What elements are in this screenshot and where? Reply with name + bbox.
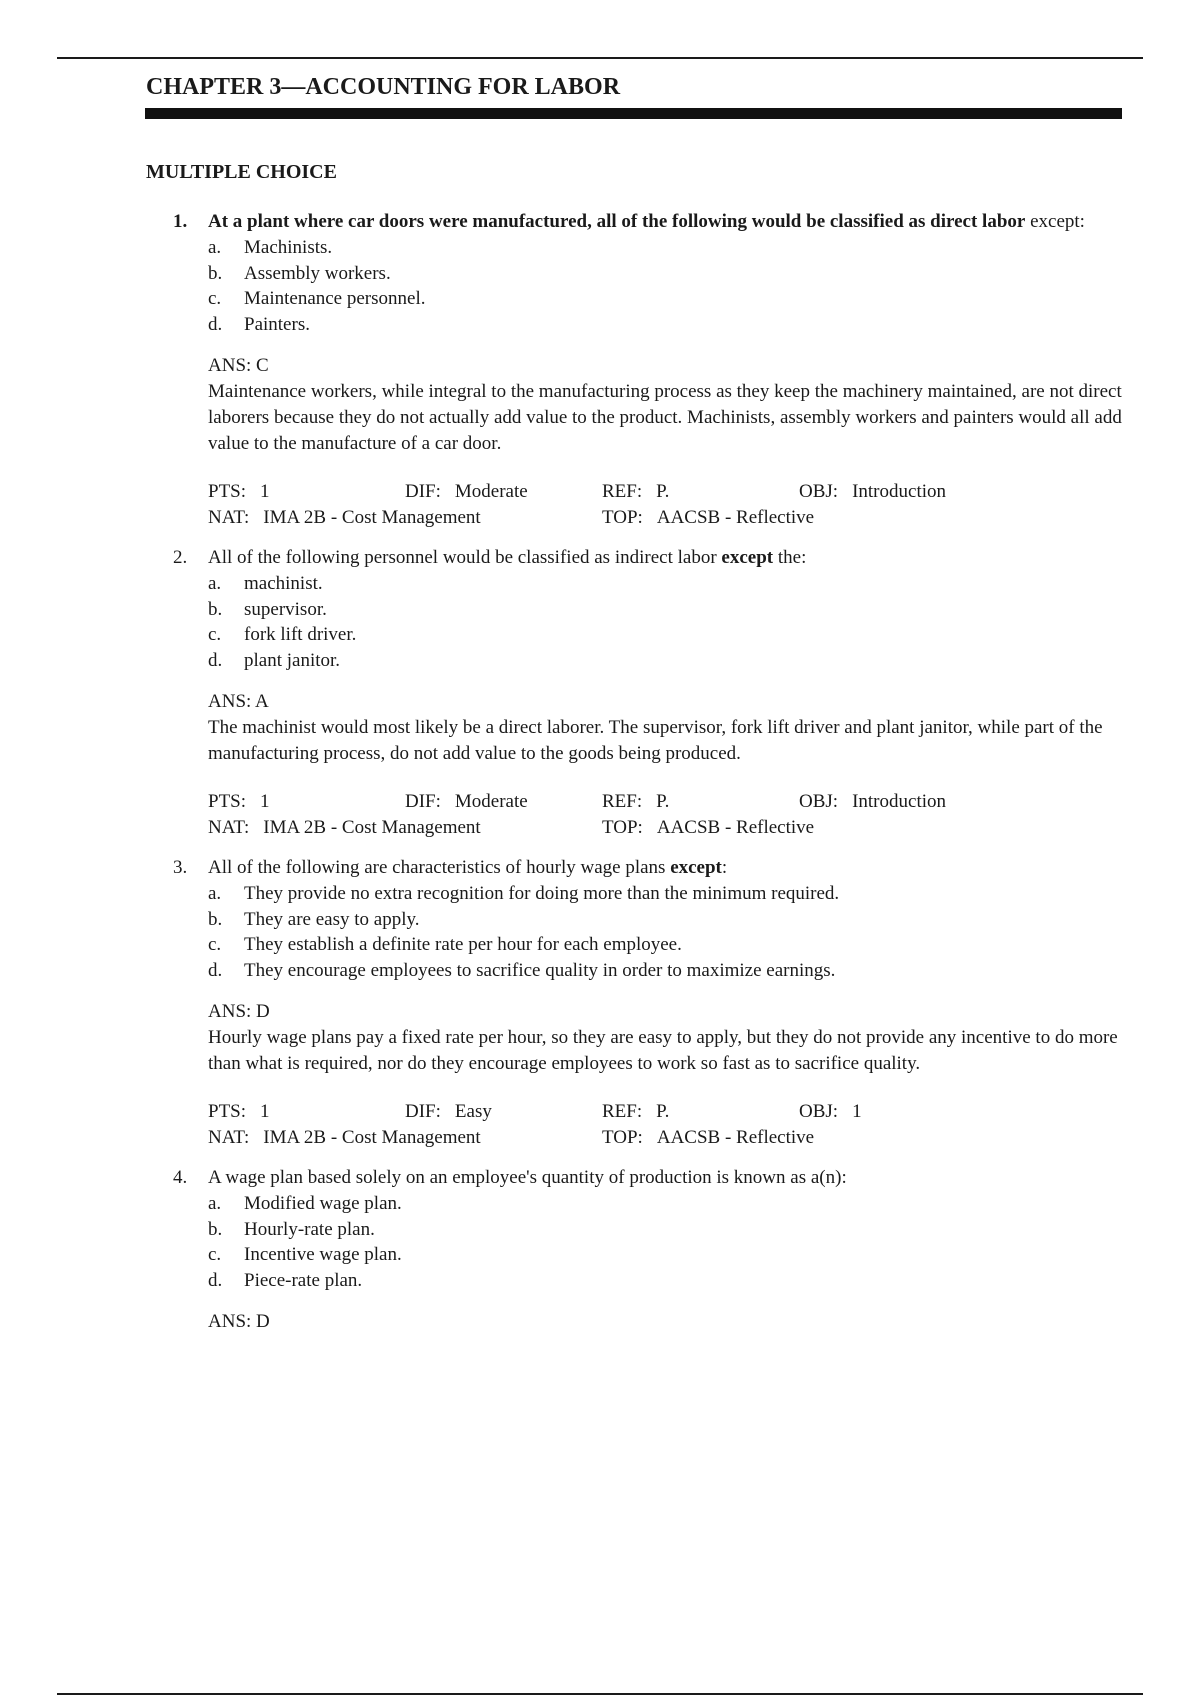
answer-explanation: The machinist would most likely be a direct laborer. The supervisor, fork lift driver and plant janitor, while part of the manufacturing process, do not add value to the goods being produced. [208, 717, 1103, 764]
meta-ref [602, 1099, 799, 1125]
answer-options [208, 881, 1126, 983]
question-number: 3. [173, 857, 188, 878]
answer-options [208, 571, 1126, 673]
question-text [208, 209, 1126, 235]
meta-value: Introduction [852, 791, 947, 812]
bottom-rule [57, 1693, 1143, 1695]
option-text: Machinists. [244, 237, 333, 258]
meta-label: OBJ: [799, 1101, 839, 1122]
meta-top [602, 505, 1079, 531]
option-letter: a. [208, 1193, 222, 1214]
option-d [208, 958, 1126, 984]
question-text-pre: All of the following personnel would be classified as indirect labor [208, 547, 722, 568]
meta-value: P. [656, 1101, 670, 1122]
question-text [208, 545, 1126, 571]
option-a [208, 571, 1126, 597]
option-letter: d. [208, 649, 223, 671]
option-d [208, 1268, 1126, 1294]
option-b [208, 1217, 1126, 1243]
option-text: plant janitor. [244, 649, 341, 671]
meta-nat [208, 505, 602, 531]
meta-label: DIF: [405, 1101, 441, 1122]
answer-options [208, 1191, 1126, 1293]
option-letter: d. [208, 1269, 223, 1291]
option-b [208, 597, 1126, 623]
option-letter: d. [208, 959, 223, 981]
answer-explanation: Maintenance workers, while integral to the manufacturing process as they keep the machinery maintained, are not direct laborers because they do not actually add value to the product. Machinists, assembly workers and painters would all add value to the manufacture of a car door. [208, 381, 1122, 454]
meta-dif [405, 479, 602, 505]
question-text-bold: At a plant where car doors were manufactured, all of the following would be classified as direct labor [208, 211, 1026, 232]
option-letter: c. [208, 934, 222, 955]
meta-nat [208, 815, 602, 841]
meta-value: IMA 2B - Cost Management [263, 1127, 481, 1148]
meta-value: Moderate [454, 481, 528, 502]
meta-obj [799, 1099, 1079, 1125]
option-a [208, 235, 1126, 261]
answer-explanation: Hourly wage plans pay a fixed rate per hour, so they are easy to apply, but they do not provide any incentive to do more than what is required, nor do they encourage employees to work so fast as to sacrifice quality. [208, 1027, 1118, 1074]
option-letter: b. [208, 1218, 223, 1240]
meta-label: NAT: [208, 817, 250, 838]
question-text-post: the: [773, 547, 807, 568]
chapter-title: CHAPTER 3—ACCOUNTING FOR LABOR [146, 74, 621, 100]
meta-value: Moderate [454, 791, 528, 812]
option-b [208, 261, 1126, 287]
question-text-post: : [721, 857, 728, 878]
option-text: Modified wage plan. [244, 1193, 402, 1214]
option-letter: a. [208, 573, 222, 594]
meta-ref [602, 789, 799, 815]
meta-label: REF: [602, 481, 643, 502]
meta-label: OBJ: [799, 791, 839, 812]
question-text-pre: All of the following are characteristics of hourly wage plans [208, 857, 671, 878]
meta-value: P. [656, 791, 670, 812]
meta-value: Easy [454, 1101, 492, 1122]
meta-value: 1 [852, 1101, 862, 1122]
title-underline-bar [145, 108, 1122, 119]
option-letter: a. [208, 883, 222, 904]
option-letter: a. [208, 237, 222, 258]
option-d [208, 312, 1126, 338]
meta-label: DIF: [405, 791, 441, 812]
meta-label: TOP: [602, 1127, 643, 1148]
option-c [208, 932, 1126, 958]
option-text: machinist. [244, 573, 323, 594]
meta-dif [405, 789, 602, 815]
meta-dif [405, 1099, 602, 1125]
option-text: They are easy to apply. [244, 908, 420, 930]
meta-label: TOP: [602, 507, 643, 528]
section-heading: MULTIPLE CHOICE [146, 161, 337, 183]
document-page [146, 70, 1126, 1349]
option-text: They establish a definite rate per hour for each employee. [244, 934, 682, 955]
option-a [208, 1191, 1126, 1217]
option-text: Piece-rate plan. [244, 1269, 363, 1291]
option-letter: b. [208, 262, 223, 284]
option-text: They provide no extra recognition for doing more than the minimum required. [244, 883, 840, 904]
meta-label: REF: [602, 791, 643, 812]
option-c [208, 286, 1126, 312]
option-a [208, 881, 1126, 907]
meta-value: P. [656, 481, 670, 502]
meta-label: PTS: [208, 1101, 247, 1122]
meta-value: AACSB - Reflective [656, 507, 815, 528]
question-list [146, 209, 1126, 1335]
question-2 [146, 545, 1126, 841]
option-letter: d. [208, 313, 223, 335]
meta-top [602, 815, 1079, 841]
option-letter: b. [208, 598, 223, 620]
meta-value: AACSB - Reflective [656, 1127, 815, 1148]
meta-pts [208, 479, 405, 505]
option-text: They encourage employees to sacrifice quality in order to maximize earnings. [244, 959, 836, 981]
question-text-rest: except: [1025, 211, 1085, 232]
option-text: fork lift driver. [244, 624, 357, 645]
meta-value: 1 [260, 791, 270, 812]
meta-value: 1 [260, 1101, 270, 1122]
answer-key: ANS: A [208, 691, 269, 712]
option-c [208, 1242, 1126, 1268]
meta-top [602, 1125, 1079, 1151]
question-text [208, 855, 1126, 881]
question-metadata [208, 479, 1126, 531]
question-metadata [208, 1099, 1126, 1151]
option-text: supervisor. [244, 598, 327, 620]
question-number: 2. [173, 547, 188, 568]
question-3 [146, 855, 1126, 1151]
meta-label: DIF: [405, 481, 441, 502]
question-text-bold: except [721, 547, 774, 568]
meta-value: AACSB - Reflective [656, 817, 815, 838]
meta-ref [602, 479, 799, 505]
question-number: 1. [173, 211, 188, 232]
question-text-bold: except [670, 857, 722, 878]
option-text: Maintenance personnel. [244, 288, 426, 309]
meta-nat [208, 1125, 602, 1151]
option-b [208, 907, 1126, 933]
meta-label: NAT: [208, 1127, 250, 1148]
meta-label: PTS: [208, 481, 247, 502]
meta-label: TOP: [602, 817, 643, 838]
option-letter: b. [208, 908, 223, 930]
meta-obj [799, 789, 1079, 815]
option-text: Hourly-rate plan. [244, 1218, 375, 1240]
question-1 [146, 209, 1126, 531]
option-text: Assembly workers. [244, 262, 391, 284]
option-d [208, 648, 1126, 674]
meta-label: PTS: [208, 791, 247, 812]
meta-value: IMA 2B - Cost Management [263, 817, 481, 838]
meta-value: IMA 2B - Cost Management [263, 507, 481, 528]
top-rule [57, 57, 1143, 59]
answer-options [208, 235, 1126, 337]
option-text: Incentive wage plan. [244, 1244, 402, 1265]
meta-value: 1 [260, 481, 270, 502]
option-letter: c. [208, 624, 222, 645]
question-text: A wage plan based solely on an employee's quantity of production is known as a(n): [208, 1167, 847, 1188]
question-number: 4. [173, 1167, 188, 1188]
meta-pts [208, 789, 405, 815]
option-letter: c. [208, 1244, 222, 1265]
meta-label: NAT: [208, 507, 250, 528]
meta-value: Introduction [852, 481, 947, 502]
answer-key: ANS: C [208, 355, 269, 376]
question-metadata [208, 789, 1126, 841]
answer-key: ANS: D [208, 1311, 270, 1332]
answer-key: ANS: D [208, 1001, 270, 1022]
option-text: Painters. [244, 313, 310, 335]
meta-obj [799, 479, 1079, 505]
option-c [208, 622, 1126, 648]
meta-label: OBJ: [799, 481, 839, 502]
option-letter: c. [208, 288, 222, 309]
question-4 [146, 1165, 1126, 1335]
meta-label: REF: [602, 1101, 643, 1122]
meta-pts [208, 1099, 405, 1125]
